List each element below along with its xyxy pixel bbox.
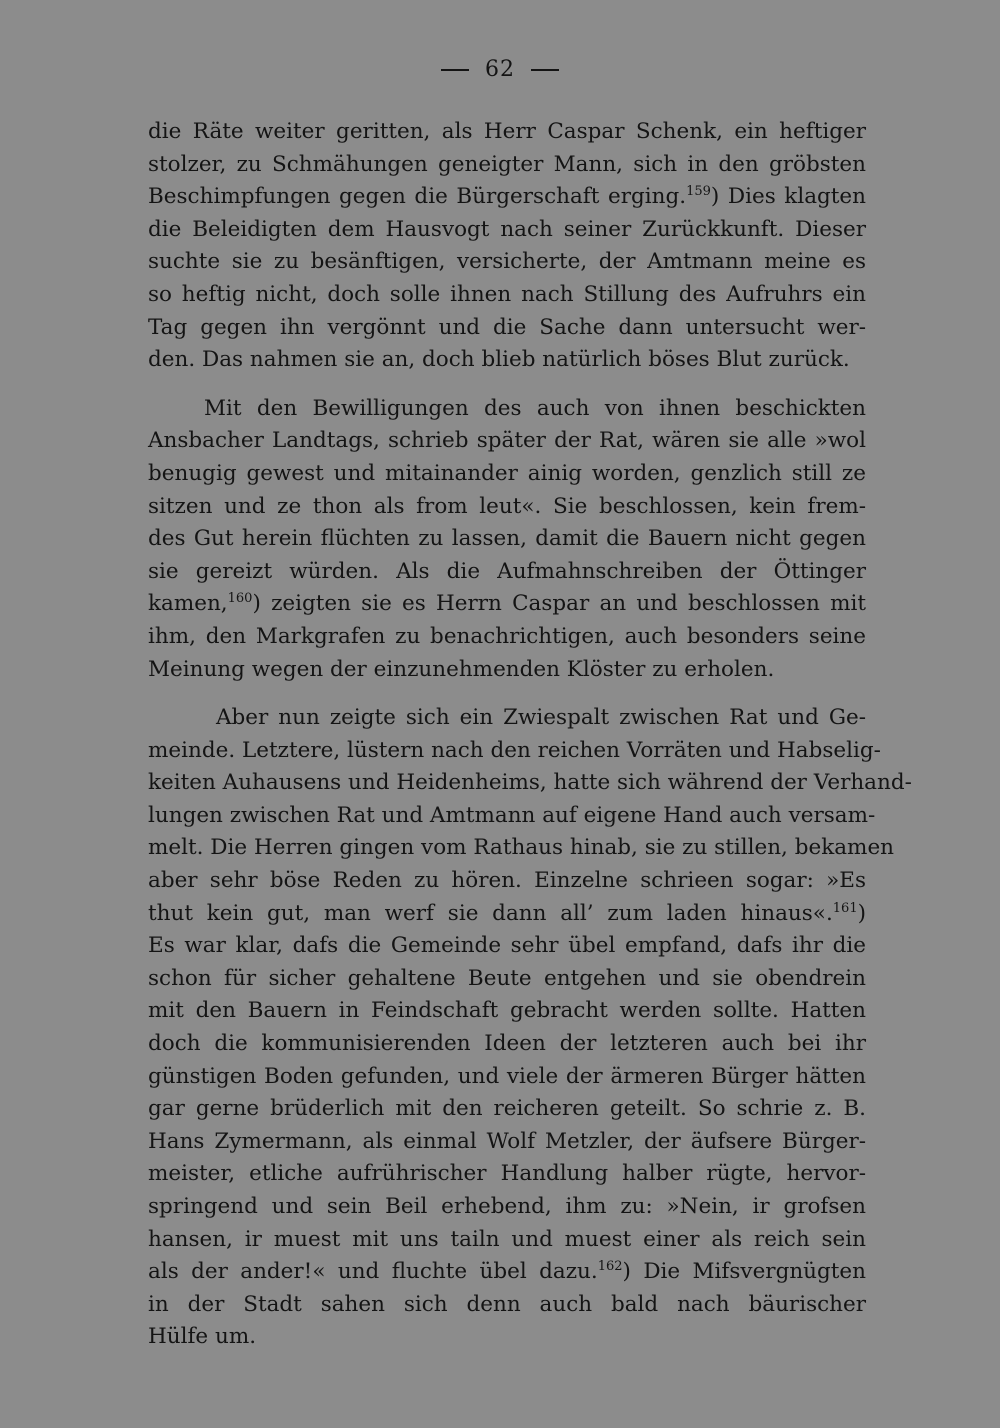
text-segment: ) zeigten sie es Herrn Caspar an und beschlossen mit	[252, 591, 866, 617]
footnote-ref: 162	[597, 1259, 623, 1275]
text-line: lungen zwischen Rat und Amtmann auf eigene Hand auch versam-	[148, 802, 876, 828]
text-line: Hans Zymermann, als einmal Wolf Metzler, der äufsere Bürger-	[148, 1128, 866, 1154]
text-line	[148, 898, 866, 931]
text-segment: Beschimpfungen gegen die Bürgerschaft erging.	[148, 184, 687, 210]
text-line: springend und sein Beil erhebend, ihm zu: »Nein, ir grofsen	[148, 1194, 866, 1219]
text-line: in der Stadt sahen sich denn auch bald nach bäurischer	[148, 1291, 866, 1317]
page-number: 62	[485, 57, 515, 82]
text-line	[148, 1256, 866, 1289]
header-dash-left	[441, 69, 469, 71]
text-line: so heftig nicht, doch solle ihnen nach Stillung des Aufruhrs ein	[148, 281, 866, 307]
paragraph-gap	[148, 686, 866, 702]
text-line: schon für sicher gehaltene Beute entgehen und sie obendrein	[148, 965, 866, 991]
text-line: mit den Bauern in Feindschaft gebracht werden sollte. Hatten	[148, 998, 866, 1024]
text-line: gar gerne brüderlich mit den reicheren geteilt. So schrie z. B.	[148, 1096, 866, 1122]
footnote-ref: 161	[832, 900, 858, 916]
paragraph-gap	[148, 377, 866, 393]
text-line: des Gut herein flüchten zu lassen, damit die Bauern nicht gegen	[148, 526, 866, 552]
text-segment: thut kein gut, man werf sie dann all’ zum laden hinaus«.	[148, 900, 833, 926]
text-line: Ansbacher Landtags, schrieb später der Rat, wären sie alle »wol	[148, 428, 866, 454]
text-line: keiten Auhausens und Heidenheims, hatte sich während der Verhand-	[148, 770, 912, 796]
text-line: benugig gewest und mitainander ainig worden, genzlich still ze	[148, 460, 866, 486]
body-text	[148, 116, 912, 1354]
text-line: meinde. Letztere, lüstern nach den reichen Vorräten und Habselig-	[148, 737, 881, 763]
text-segment: kamen,	[148, 591, 228, 617]
text-line: melt. Die Herren gingen vom Rathaus hinab, sie zu stillen, bekamen	[148, 835, 895, 861]
text-line: sie gereizt würden. Als die Aufmahnschreiben der Öttinger	[148, 558, 866, 584]
text-line: doch die kommunisierenden Ideen der letzteren auch bei ihr	[148, 1031, 866, 1057]
text-line: Tag gegen ihn vergönnt und die Sache dann untersucht wer-	[148, 314, 866, 340]
text-segment: )	[857, 900, 866, 926]
text-line: Meinung wegen der einzunehmenden Klöster zu erholen.	[148, 656, 775, 682]
text-line: Hülfe um.	[148, 1324, 257, 1350]
text-line: Aber nun zeigte sich ein Zwiespalt zwischen Rat und Ge-	[216, 705, 866, 731]
text-line: die Räte weiter geritten, als Herr Caspar Schenk, ein heftiger	[148, 119, 866, 144]
footnote-ref: 159	[686, 184, 711, 200]
text-line: meister, etliche aufrührischer Handlung halber rügte, hervor-	[148, 1161, 866, 1187]
text-line: Es war klar, dafs die Gemeinde sehr übel empfand, dafs ihr die	[148, 933, 866, 959]
text-line: Mit den Bewilligungen des auch von ihnen beschickten	[204, 395, 866, 421]
header-dash-right	[531, 69, 559, 71]
text-line: aber sehr böse Reden zu hören. Einzelne schrieen sogar: »Es	[148, 868, 866, 894]
text-line: sitzen und ze thon als from leut«. Sie beschlossen, kein frem-	[148, 493, 866, 519]
text-line: ihm, den Markgrafen zu benachrichtigen, auch besonders seine	[148, 623, 866, 649]
paragraph	[148, 393, 866, 686]
paragraph	[148, 702, 912, 1354]
text-segment: als der ander!« und fluchte übel dazu.	[148, 1259, 598, 1285]
text-line: die Beleidigten dem Hausvogt nach seiner Zurückkunft. Dieser	[148, 216, 866, 242]
text-line: suchte sie zu besänftigen, versicherte, der Amtmann meine es	[148, 249, 866, 275]
footnote-ref: 160	[227, 591, 253, 607]
paragraph	[148, 116, 866, 377]
text-line: günstigen Boden gefunden, und viele der ärmeren Bürger hätten	[148, 1063, 866, 1089]
text-line: hansen, ir muest mit uns tailn und muest einer als reich sein	[148, 1226, 866, 1252]
page-header	[0, 57, 1000, 82]
text-line: den. Das nahmen sie an, doch blieb natürlich böses Blut zurück.	[148, 347, 850, 373]
text-line	[148, 588, 866, 621]
text-segment: ) Dies klagten	[710, 184, 866, 210]
text-line: stolzer, zu Schmähungen geneigter Mann, sich in den gröbsten	[148, 151, 866, 177]
text-segment: ) Die Mifsvergnügten	[622, 1259, 866, 1285]
text-line	[148, 181, 866, 214]
